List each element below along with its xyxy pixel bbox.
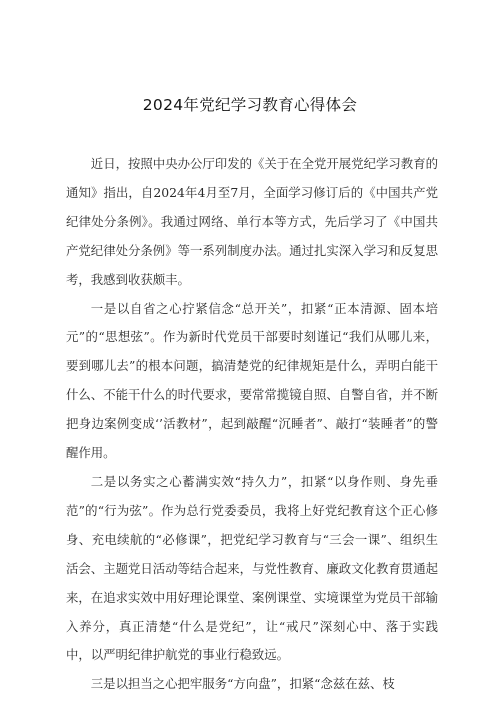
paragraph-point-one: 一是以自省之心拧紧信念“总开关”，扣紧“正本清源、固本培元”的“思想弦”。作为新时代党员干部要时刻谨记“我们从哪儿来，要到哪儿去”的根本问题，搞清楚党的纪律规矩是什么，弄明白能干什么、不能干什么的时代要求，要常常揽镜自照、自警自省，并不断把身边案例变成‘’活教材”，起到敲醒“沉睡者”、敲打“装睡者”的警醒作用。 [66,300,438,461]
document-title: 2024年党纪学习教育心得体会 [142,96,358,114]
paragraph-point-three: 三是以担当之心把牢服务“方向盘”，扣紧“念兹在兹、枝 [90,676,395,692]
paragraph-intro: 近日，按照中央办公厅印发的《关于在全党开展党纪学习教育的通知》指出，自2024年4月至7月，全面学习修订后的《中国共产党纪律处分条例》。我通过网络、单行本等方式，先后学习了《中国共产党纪律处分条例》等一系列制度办法。通过扎实深入学习和反复思考，我感到收获颇丰。 [66,156,438,287]
document-body [66,150,438,699]
paragraph-point-two: 二是以务实之心蓄满实效“持久力”，扣紧“以身作则、身先垂范”的“行为弦”。作为总行党委委员，我将上好党纪教育这个正心修身、充电续航的“必修课”，把党纪学习教育与“三会一课”、组织生活会、主题党日活动等结合起来，与党性教育、廉政文化教育贯通起来，在追求实效中用好理论课堂、案例课堂、实境课堂为党员干部输入养分，真正清楚“什么是党纪”，让“戒尺”深刻心中、落于实践中，以严明纪律护航党的事业行稳致远。 [66,473,438,663]
